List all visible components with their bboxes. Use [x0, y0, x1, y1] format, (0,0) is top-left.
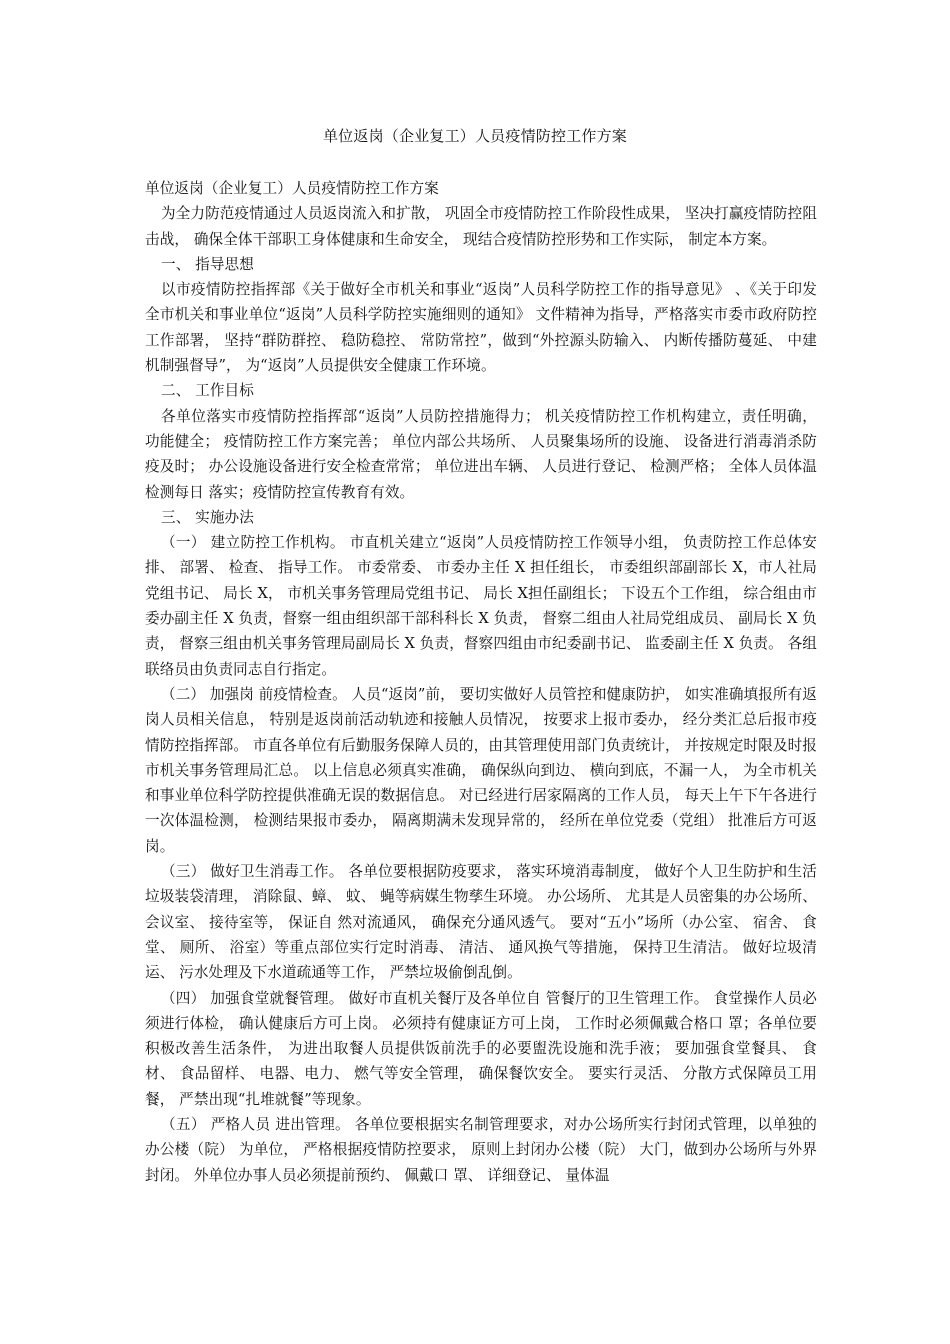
body-paragraph: 各单位落实市疫情防控指挥部“返岗”人员防控措施得力； 机关疫情防控工作机构建立，责任明确， 功能健全； 疫情防控工作方案完善； 单位内部公共场所、 人员聚集场所的设施、 设备进行消毒消杀防疫及时； 办公设施设备进行安全检查常常； 单位进出车辆、 人员进行登记、 检测严格； 全体人员体温检测每日 落实；疫情防控宣传教育有效。	[145, 407, 817, 501]
body-paragraph: （四） 加强食堂就餐管理。 做好市直机关餐厅及各单位自 管餐厅的卫生管理工作。 食堂操作人员必须进行体检， 确认健康后方可上岗。 必须持有健康证方可上岗， 工作时必须佩戴合格口 罩；各单位要积极改善生活条件， 为进出取餐人员提供饭前洗手的必要盥洗设施和洗手液； 要加强食堂餐具、 食材、 食品留样、 电器、电力、 燃气等安全管理， 确保餐饮安全。 要实行灵活、 分散方式保障员工用餐， 严禁出现“扎堆就餐”等现象。	[145, 989, 817, 1108]
document-body	[145, 176, 817, 1188]
section-heading: 二、 工作目标	[161, 382, 254, 400]
body-paragraph: 为全力防范疫情通过人员返岗流入和扩散， 巩固全市疫情防控工作阶段性成果， 坚决打赢疫情防控阻击战， 确保全体干部职工身体健康和生命安全， 现结合疫情防控形势和工作实际， 制定本方案。	[145, 205, 818, 248]
body-paragraph: 以市疫情防控指挥部《关于做好全市机关和事业“返岗”人员科学防控工作的指导意见》 、《关于印发全市机关和事业单位“返岗”人员科学防控实施细则的通知》 文件精神为指导，严格落实市委市政府防控工作部署， 坚持“群防群控、 稳防稳控、 常防常控”，做到“外控源头防输入、 内断传播防蔓延、 中建机制强督导”， 为“返岗”人员提供安全健康工作环境。	[145, 281, 817, 375]
body-paragraph: （一） 建立防控工作机构。 市直机关建立“返岗”人员疫情防控工作领导小组， 负责防控工作总体安排、 部署、 检查、 指导工作。 市委常委、 市委办主任 X 担任组长， 市委组织部副部长 X，市人社局党组书记、 局长 X， 市机关事务管理局党组书记、 局长 X担任副组长； 下设五个工作组， 综合组由市委办副主任 X 负责，督察一组由组织部干部科科长 X 负责， 督察二组由人社局党组成员、 副局长 X 负责， 督察三组由机关事务管理局副局长 X 负责，督察四组由市纪委副书记、 监委副主任 X 负责。 各组联络员由负责同志自行指定。	[145, 534, 817, 678]
section-heading: 一、 指导思想	[161, 255, 254, 273]
document-title: 单位返岗（企业复工）人员疫情防控工作方案	[322, 127, 627, 145]
body-paragraph: 单位返岗（企业复工）人员疫情防控工作方案	[145, 180, 439, 197]
section-heading: 三、 实施办法	[161, 508, 254, 526]
body-paragraph: （五） 严格人员 进出管理。 各单位要根据实名制管理要求，对办公场所实行封闭式管理，以单独的办公楼（院） 为单位， 严格根据疫情防控要求， 原则上封闭办公楼（院） 大门，做到办公场所与外界封闭。 外单位办事人员必须提前预约、 佩戴口 罩、 详细登记、 量体温	[145, 1115, 817, 1184]
body-paragraph: （三） 做好卫生消毒工作。 各单位要根据防疫要求， 落实环境消毒制度， 做好个人卫生防护和生活垃圾装袋清理， 消除鼠、蟑、 蚊、 蝇等病媒生物孳生环境。 办公场所、 尤其是人员密集的办公场所、 会议室、 接待室等， 保证自 然对流通风， 确保充分通风透气。 要对“五小”场所（办公室、 宿舍、 食堂、 厕所、 浴室）等重点部位实行定时消毒、 清洁、 通风换气等措施， 保持卫生清洁。 做好垃圾清运、 污水处理及下水道疏通等工作， 严禁垃圾偷倒乱倒。	[145, 863, 817, 982]
body-paragraph: （二） 加强岗 前疫情检查。 人员“返岗”前， 要切实做好人员管控和健康防护， 如实准确填报所有返岗人员相关信息， 特别是返岗前活动轨迹和接触人员情况， 按要求上报市委办， 经分类汇总后报市疫情防控指挥部。 市直各单位有后勤服务保障人员的，由其管理使用部门负责统计， 并按规定时限及时报市机关事务管理局汇总。 以上信息必须真实准确， 确保纵向到边、 横向到底，不漏一人， 为全市机关和事业单位科学防控提供准确无误的数据信息。 对已经进行居家隔离的工作人员， 每天上午下午各进行一次体温检测， 检测结果报市委办， 隔离期满未发现异常的， 经所在单位党委（党组） 批准后方可返岗。	[145, 685, 817, 855]
